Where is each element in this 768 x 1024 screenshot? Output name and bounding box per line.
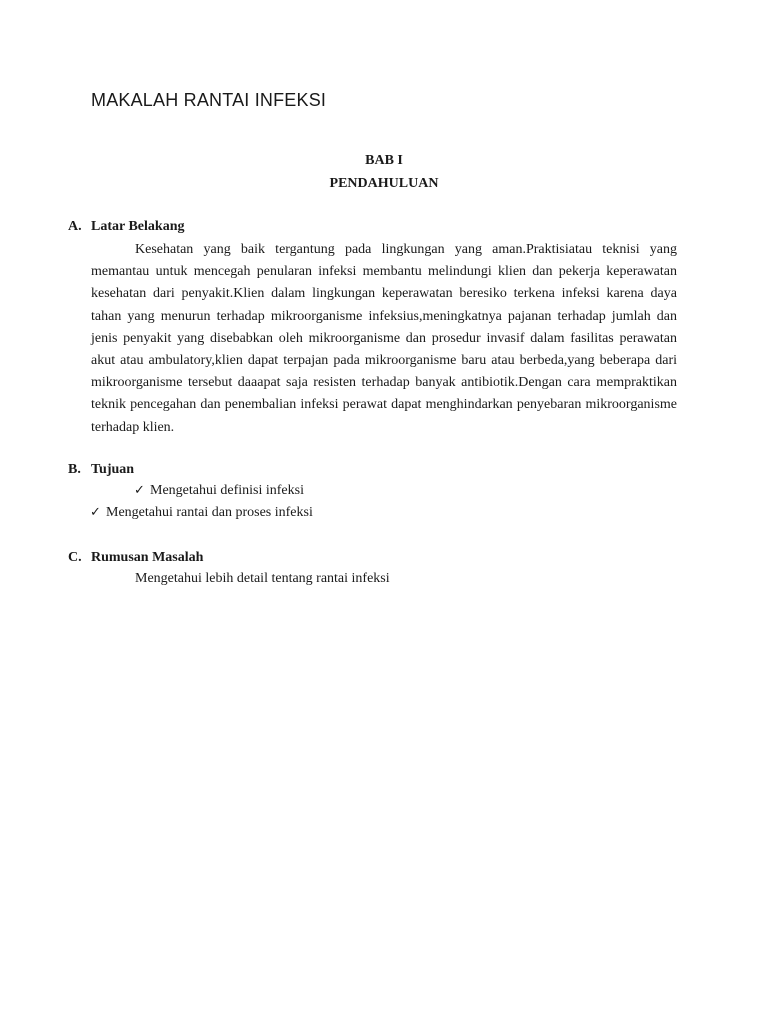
section-c-title: Rumusan Masalah [91, 550, 204, 565]
section-b-title: Tujuan [91, 462, 135, 477]
section-c-letter: C. [68, 550, 82, 565]
section-a-title: Latar Belakang [91, 219, 185, 234]
checkmark-icon: ✓ [90, 505, 101, 520]
section-c-heading [68, 550, 203, 566]
chapter-number: BAB I [365, 153, 403, 168]
objective-item [134, 483, 304, 499]
section-b-letter: B. [68, 462, 81, 477]
section-a-letter: A. [68, 219, 82, 234]
chapter-name: PENDAHULUAN [329, 176, 439, 191]
section-a-heading [68, 219, 184, 235]
objective-item-label: Mengetahui rantai dan proses infeksi [106, 505, 313, 520]
section-b-heading [68, 462, 134, 478]
document-title: MAKALAH RANTAI INFEKSI [91, 90, 327, 110]
objective-item [90, 505, 313, 521]
problem-statement: Mengetahui lebih detail tentang rantai infeksi [135, 571, 390, 586]
objective-item-label: Mengetahui definisi infeksi [150, 483, 304, 498]
checkmark-icon: ✓ [134, 483, 145, 498]
background-paragraph: Kesehatan yang baik tergantung pada lingkungan yang aman.Praktisiatau teknisi yang memantau untuk mencegah penularan infeksi membantu melindungi klien dan pekerja keperawatan kesehatan dari penyakit.Klien dalam lingkungan keperawatan beresiko terkena infeksi karena daya tahan yang menurun terhadap mikroorganisme infeksius,meningkatnya pajanan terhadap jumlah dan jenis penyakit yang disebabkan oleh mikroorganisme dan prosedur invasif dalam fasilitas perawatan akut atau ambulatory,klien dapat terpajan pada mikroorganisme baru atau berbeda,yang beberapa dari mikroorganisme tersebut daaapat saja resisten terhadap banyak antibiotik.Dengan cara mempraktikan teknik pencegahan dan penembalian infeksi perawat dapat menghindarkan penyebaran mikroorganisme terhadap klien. [91, 242, 677, 435]
